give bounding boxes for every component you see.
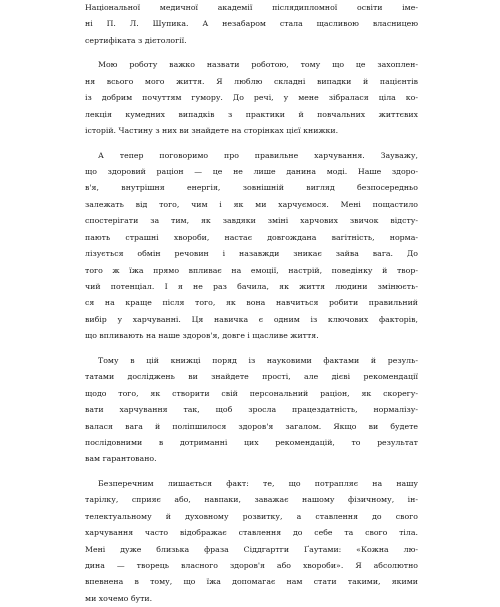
text-line: телектуальному й духовному розвитку, а ставлення до свого bbox=[85, 511, 418, 521]
text-line: лекція кумедних випадків з практики й повчальних життєвих bbox=[85, 109, 418, 119]
paragraph-break bbox=[85, 468, 418, 476]
paragraph-1 bbox=[85, 57, 418, 139]
text-line: ся на краще після того, як вона навчиться робити правильний bbox=[85, 298, 418, 308]
text-line: дина — творець власного здоров'я або хвороби». Я абсолютно bbox=[85, 561, 418, 570]
text-line: Тому в цій книжці поряд із науковими фактами й резуль- bbox=[98, 355, 418, 365]
text-line: харчування часто відображає ставлення до себе та свого тіла. bbox=[85, 528, 418, 538]
paragraph-2 bbox=[85, 148, 418, 345]
text-line: чий потенціал. І я не раз бачила, як життя людини змінюєть- bbox=[85, 282, 418, 291]
text-line: історій. Частину з них ви знайдете на сторінках цієї книжки. bbox=[85, 126, 339, 136]
text-line: із добрим почуттям гумору. До речі, у мене зібралася ціла ко- bbox=[85, 93, 418, 103]
text-line: залежать від того, чим і як ми харчуємося. Мені пощастило bbox=[85, 199, 418, 209]
text-line: Мені дуже близька фраза Сіддгартги Ґаутами: «Кожна лю- bbox=[85, 544, 418, 554]
text-line: ні П. Л. Шупика. А незабаром стала щасливою власницею bbox=[85, 19, 418, 29]
text-line: послідовними в дотриманні цих рекомендацій, то результат bbox=[85, 437, 418, 447]
paragraph-4 bbox=[85, 476, 418, 607]
text-line: в'я, внутрішня енергія, зовнішній вигляд безпосередньо bbox=[85, 183, 418, 193]
text-line: вам гарантовано. bbox=[85, 454, 157, 464]
text-line: впевнена в тому, що їжа допомагає нам стати такими, якими bbox=[85, 577, 418, 587]
text-line: Безперечним лишається факт: те, що потрапляє на нашу bbox=[98, 478, 418, 488]
paragraph-0 bbox=[85, 0, 418, 49]
text-line: лізується обмін речовин і назавжди зникає зайва вага. До bbox=[85, 249, 418, 259]
text-line: А тепер поговоримо про правильне харчування. Зауважу, bbox=[98, 150, 418, 160]
paragraph-3 bbox=[85, 353, 418, 468]
text-line: пають страшні хвороби, настає довгождана вагітність, норма- bbox=[85, 232, 418, 242]
text-line: сертифіката з дієтології. bbox=[85, 35, 187, 45]
text-line: що впливають на наше здоров'я, довге і щасливе життя. bbox=[85, 331, 319, 341]
paragraph-break bbox=[85, 345, 418, 353]
text-line: татами досліджень ви знайдете прості, але дієві рекомендації bbox=[85, 372, 418, 382]
text-line: ми хочемо бути. bbox=[85, 593, 153, 603]
text-line: спостерігати за тим, як завдяки зміні харчових звичок відсту- bbox=[85, 216, 418, 226]
paragraph-break bbox=[85, 49, 418, 57]
text-line: валася вага й поліпшилося здоров'я загалом. Якщо ви будете bbox=[85, 421, 418, 431]
text-line: ня всього мого життя. Я люблю складні випадки й пацієнтів bbox=[85, 76, 418, 86]
text-line: вати харчування так, щоб зросла працездатність, нормалізу- bbox=[85, 405, 418, 415]
text-line: тарілку, сприяє або, навпаки, заважає нашому фізичному, ін- bbox=[85, 495, 418, 505]
text-line: вибір у харчуванні. Ця навичка є одним із ключових факторів, bbox=[85, 314, 418, 324]
paragraph-break bbox=[85, 140, 418, 148]
text-line: Мою роботу важко назвати роботою, тому що це захоплен- bbox=[98, 60, 418, 70]
text-line: того ж їжа прямо впливає на емоції, настрій, поведінку й твор- bbox=[85, 265, 418, 275]
text-line: що здоровий раціон — це не лише данина моді. Наше здоро- bbox=[85, 166, 418, 176]
text-line: Національної медичної академії післядипломної освіти іме- bbox=[85, 3, 418, 12]
body-text bbox=[85, 0, 418, 607]
text-line: щодо того, як створити свій персональний раціон, як скорегу- bbox=[85, 388, 418, 398]
